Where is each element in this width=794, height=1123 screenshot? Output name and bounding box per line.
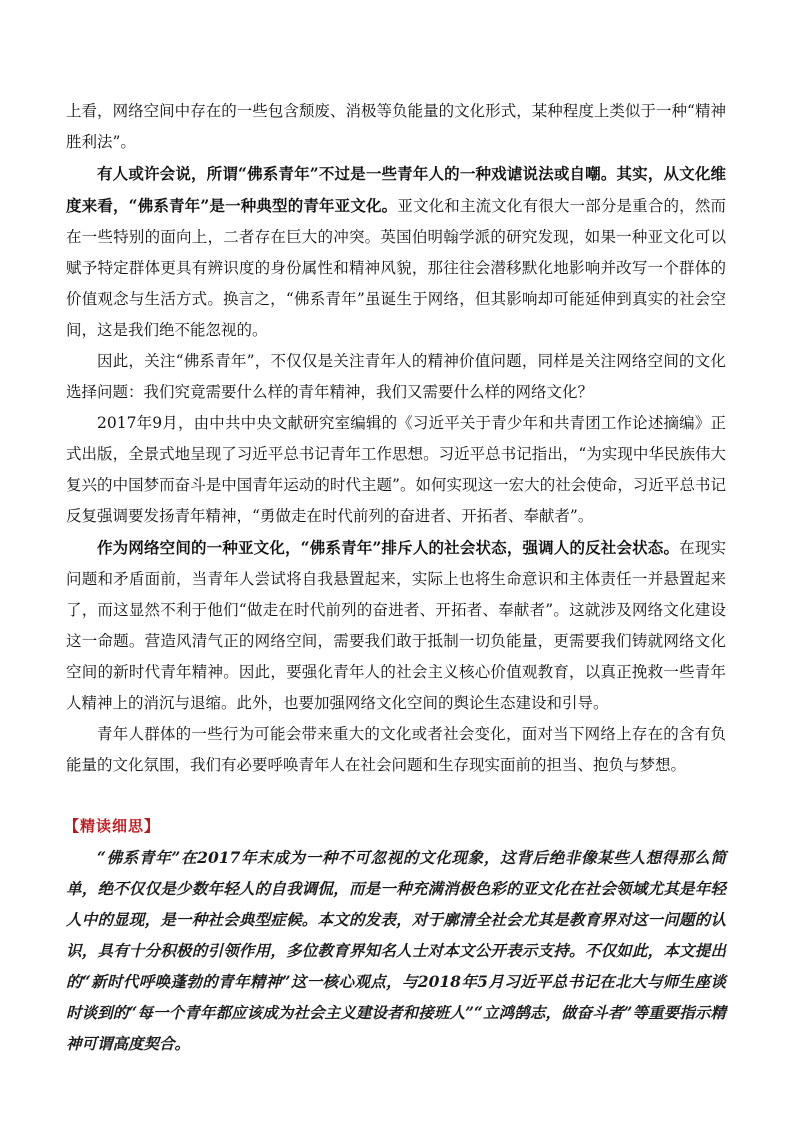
paragraph-2-body: 亚文化和主流文化有很大一部分是重合的，然而在一些特别的面向上，二者存在巨大的冲突。英国伯明翰学派的研究发现，如果一种亚文化可以赋予特定群体更具有辨识度的身份属性和精神风貌，那往往会潜移默化地影响并改写一个群体的价值观念与生活方式。换言之，“佛系青年”虽诞生于网络，但其影响却可能延伸到真实的社会空间，这是我们绝不能忽视的。 [66,197,726,339]
paragraph-1: 上看，网络空间中存在的一些包含颓废、消极等负能量的文化形式，某种程度上类似于一种“精神胜利法”。 [66,102,726,151]
commentary-text: “佛系青年”在2017年末成为一种不可忽视的文化现象，这背后绝非像某些人想得那么简单，绝不仅仅是少数年轻人的自我调侃，而是一种充满消极色彩的亚文化在社会领域尤其是年轻人中的显现，是一种社会典型症候。本文的发表，对于廓清全社会尤其是教育界对这一问题的认识，具有十分积极的引领作用，多位教育界知名人士对本文公开表示支持。不仅如此，本文提出的“新时代呼唤蓬勃的青年精神”这一核心观点，与2018年5月习近平总书记在北大与师生座谈时谈到的“每一个青年都应该成为社会主义建设者和接班人”“立鸿鹄志，做奋斗者”等重要指示精神可谓高度契合。 [66,848,726,1053]
paragraph-5 [66,532,726,719]
paragraph-3: 因此，关注“佛系青年”，不仅仅是关注青年人的精神价值问题，同样是关注网络空间的文化选择问题：我们究竟需要什么样的青年精神，我们又需要什么样的网络文化？ [66,352,726,401]
paragraph-2-emphasis: 有人或许会说，所谓“佛系青年”不过是一些青年人的一种戏谑说法或自嘲。其实，从文化维度来看，“佛系青年”是一种典型的青年亚文化。 [66,164,726,215]
commentary-label: 【精读细思】 [64,817,161,835]
paragraph-6: 青年人群体的一些行为可能会带来重大的文化或者社会变化，面对当下网络上存在的含有负能量的文化氛围，我们有必要呼唤青年人在社会问题和生存现实面前的担当、抱负与梦想。 [66,725,726,774]
paragraph-2 [66,158,726,346]
document-page [66,96,726,1059]
section-spacer [66,781,726,811]
paragraph-5-emphasis: 作为网络空间的一种亚文化，“佛系青年”排斥人的社会状态，强调人的反社会状态。 [97,538,680,557]
paragraph-5-body: 在现实问题和矛盾面前，当青年人尝试将自我悬置起来，实际上也将生命意识和主体责任一并悬置起来了，而这显然不利于他们“做走在时代前列的奋进者、开拓者、奉献者”。这就涉及网络文化建设这一命题。营造风清气正的网络空间，需要我们敢于抵制一切负能量，更需要我们铸就网络文化空间的新时代青年精神。因此，要强化青年人的社会主义核心价值观教育，以真正挽救一些青年人精神上的消沉与退缩。此外，也要加强网络文化空间的舆论生态建设和引导。 [66,539,726,712]
paragraph-4: 2017年9月，由中共中央文献研究室编辑的《习近平关于青少年和共青团工作论述摘编》正式出版，全景式地呈现了习近平总书记青年工作思想。习近平总书记指出，“为实现中华民族伟大复兴的中国梦而奋斗是中国青年运动的时代主题”。如何实现这一宏大的社会使命，习近平总书记反复强调要发扬青年精神，“勇做走在时代前列的奋进者、开拓者、奉献者”。 [66,414,726,525]
